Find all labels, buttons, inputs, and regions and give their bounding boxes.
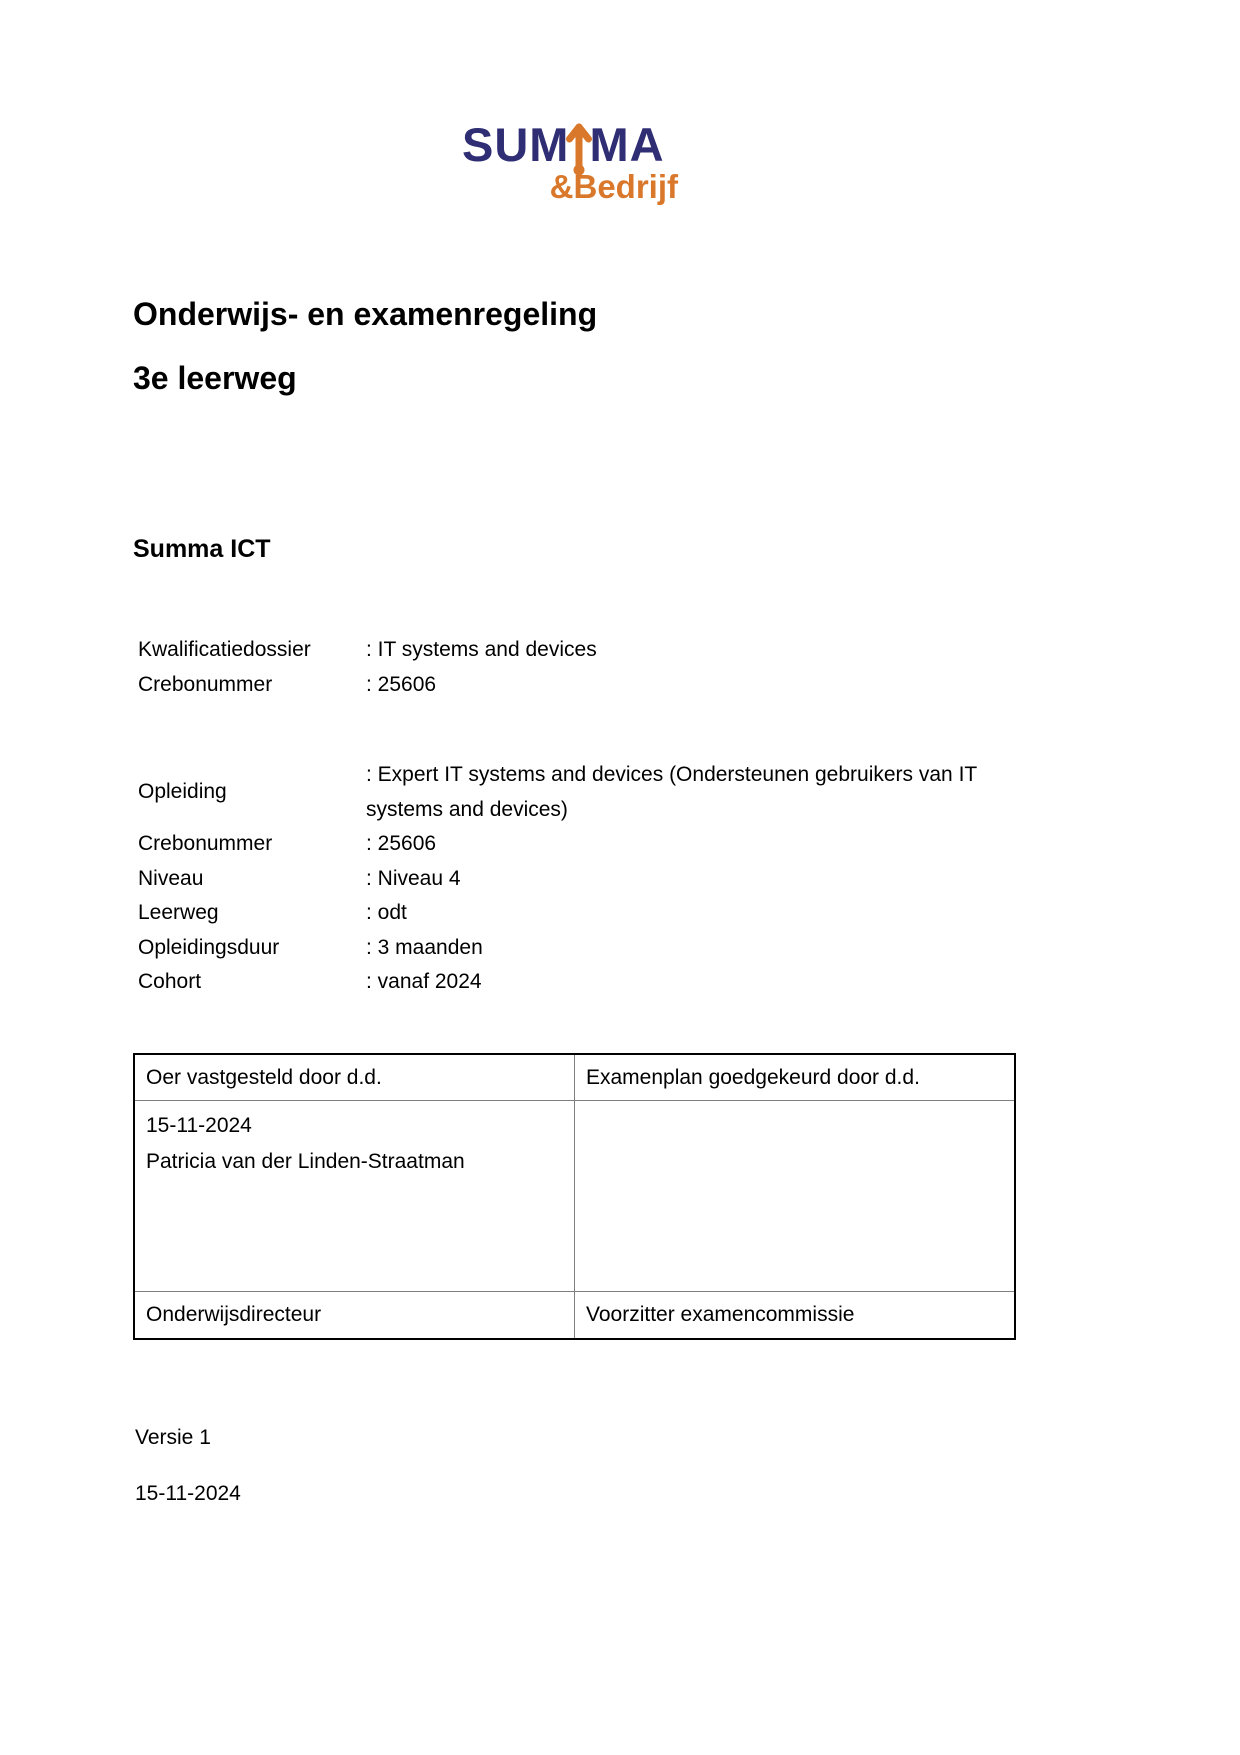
page-title: Onderwijs- en examenregeling (133, 296, 598, 332)
approval-footer-left-cell: Onderwijsdirecteur (134, 1292, 575, 1340)
detail-value: : Expert IT systems and devices (Ondersteunen gebruikers van IT systems and devices) (366, 763, 977, 821)
detail-row-leerweg (138, 896, 1018, 931)
detail-value: : IT systems and devices (366, 638, 597, 661)
summa-logo (462, 118, 680, 203)
page-subtitle: 3e leerweg (133, 360, 297, 396)
approval-body-row (134, 1101, 1015, 1292)
detail-label: Kwalificatiedossier (138, 638, 311, 661)
logo-wordmark (462, 118, 680, 171)
detail-row-niveau (138, 862, 1018, 897)
detail-value: : 25606 (366, 832, 437, 855)
logo-text-sum: SUM (462, 118, 570, 171)
approval-signature-left-cell (134, 1101, 575, 1292)
detail-row-opleiding (138, 758, 1018, 827)
detail-label: Crebonummer (138, 672, 273, 696)
version-date: 15-11-2024 (135, 1482, 241, 1505)
department-title: Summa ICT (133, 535, 271, 563)
logo-text-ma: MA (589, 118, 665, 171)
detail-label: Cohort (138, 970, 202, 993)
approval-table (133, 1053, 1016, 1340)
detail-value: : odt (366, 901, 407, 924)
detail-label: Leerweg (138, 901, 219, 924)
approval-footer-right-cell: Voorzitter examencommissie (575, 1292, 1016, 1340)
detail-row-crebonummer (138, 827, 1018, 862)
approval-date: 15-11-2024 (146, 1114, 252, 1137)
detail-value: : vanaf 2024 (366, 970, 482, 993)
logo-subtitle: &Bedrijf (549, 168, 678, 205)
approval-header-row (134, 1054, 1015, 1101)
detail-label: Opleidingsduur (138, 935, 280, 959)
detail-label: Crebonummer (138, 832, 273, 855)
detail-row-cohort (138, 965, 1018, 1000)
detail-row-opleidingsduur (138, 931, 1018, 966)
detail-value: : Niveau 4 (366, 866, 461, 890)
program-details (138, 758, 1018, 1000)
approval-header-left-cell: Oer vastgesteld door d.d. (134, 1054, 575, 1101)
detail-value: : 3 maanden (366, 935, 483, 959)
version-label: Versie 1 (135, 1426, 211, 1449)
qualification-details (138, 633, 1018, 702)
detail-label: Niveau (138, 866, 204, 890)
detail-row-crebonummer (138, 668, 1018, 703)
detail-row-kwalificatiedossier (138, 633, 1018, 668)
approval-footer-row (134, 1292, 1015, 1340)
approval-signature-right-cell (575, 1101, 1016, 1292)
detail-label: Opleiding (138, 780, 227, 804)
approval-header-right-cell: Examenplan goedgekeurd door d.d. (575, 1054, 1016, 1101)
detail-value: : 25606 (366, 672, 437, 696)
approval-signatory-name: Patricia van der Linden-Straatman (146, 1150, 465, 1173)
